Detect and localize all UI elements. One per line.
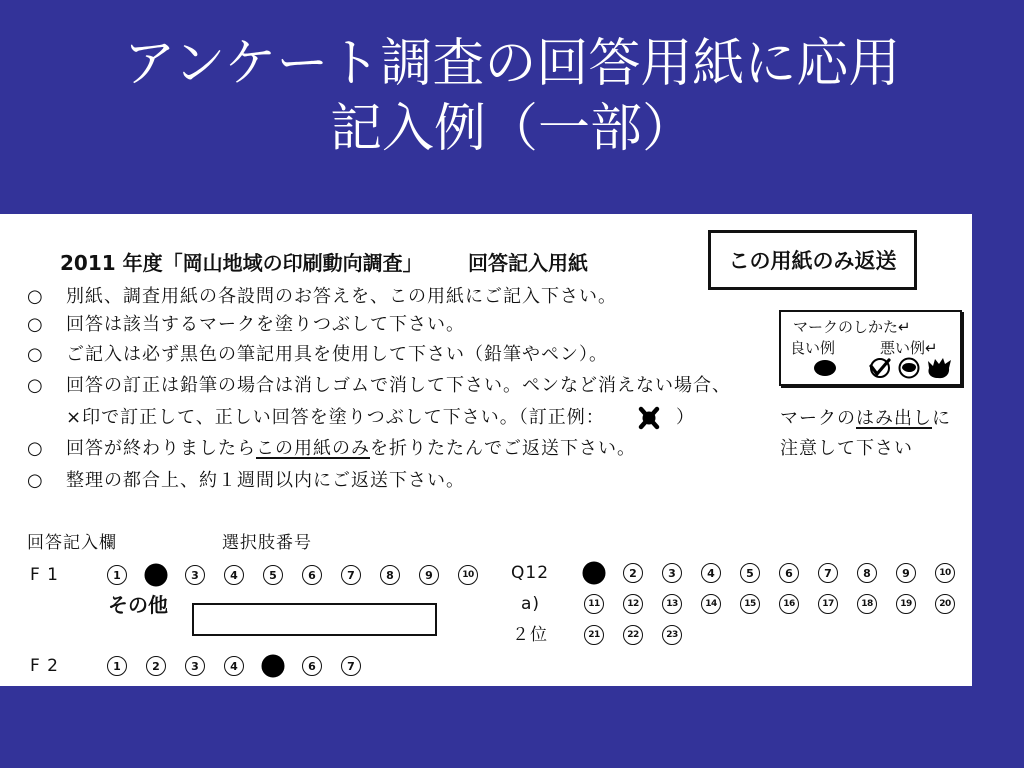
survey-title: 2011 年度「岡山地域の印刷動向調査」 xyxy=(60,251,423,275)
marking-guide xyxy=(779,310,962,386)
bullet-icon: ○ xyxy=(27,470,43,491)
option-bubble-7: 7 xyxy=(341,656,361,676)
option-bubble-22: 22 xyxy=(623,625,643,645)
q12-a-label: a) xyxy=(521,594,541,614)
return-notice: この用紙のみ返送 xyxy=(728,249,897,273)
answer-sheet-scan xyxy=(0,214,972,686)
option-bubble-20: 20 xyxy=(935,594,955,614)
instruction-5 xyxy=(66,437,636,461)
option-bubble-3: 3 xyxy=(185,565,205,585)
option-bubble-9: 9 xyxy=(419,565,439,585)
filled-bubble xyxy=(583,562,606,585)
option-bubble-14: 14 xyxy=(701,594,721,614)
overflow-note-underlined: はみ出し xyxy=(856,408,932,429)
q12-bubbles xyxy=(584,563,955,583)
f2-label: F 2 xyxy=(30,656,59,676)
option-bubble-11: 11 xyxy=(584,594,604,614)
f2-bubbles xyxy=(107,656,361,676)
q12-a-bubbles xyxy=(584,594,955,614)
incomplete-fill-mark-icon xyxy=(896,357,922,379)
slide-title-line-2: 記入例（一部） xyxy=(329,99,694,159)
option-bubble-5: 5 xyxy=(740,563,760,583)
option-bubble-23: 23 xyxy=(662,625,682,645)
filled-bubble xyxy=(262,655,285,678)
f1-label: F 1 xyxy=(30,565,59,585)
answer-section-label: 回答記入欄 xyxy=(27,533,117,553)
bullet-icon: ○ xyxy=(27,375,43,396)
instruction-3: ご記入は必ず黒色の筆記用具を使用して下さい（鉛筆やペン）。 xyxy=(66,344,608,365)
option-bubble-12: 12 xyxy=(623,594,643,614)
overflow-note-line-2: 注意して下さい xyxy=(780,438,913,459)
option-bubble-10: 10 xyxy=(935,563,955,583)
option-bubble-6: 6 xyxy=(302,656,322,676)
overflow-note-after: に xyxy=(932,408,951,429)
overflow-note-before: マークの xyxy=(780,408,856,429)
option-bubble-15: 15 xyxy=(740,594,760,614)
option-bubble-1: 1 xyxy=(107,656,127,676)
option-bubble-21: 21 xyxy=(584,625,604,645)
bullet-icon: ○ xyxy=(27,286,43,307)
f1-bubbles xyxy=(107,565,478,585)
options-label: 選択肢番号 xyxy=(222,533,312,553)
option-bubble-18: 18 xyxy=(857,594,877,614)
q12-label: Q12 xyxy=(511,563,550,583)
filled-oval-icon xyxy=(813,359,837,377)
option-bubble-2: 2 xyxy=(623,563,643,583)
option-bubble-13: 13 xyxy=(662,594,682,614)
option-bubble-7: 7 xyxy=(341,565,361,585)
option-bubble-10: 10 xyxy=(458,565,478,585)
option-bubble-16: 16 xyxy=(779,594,799,614)
option-bubble-7: 7 xyxy=(818,563,838,583)
option-bubble-8: 8 xyxy=(857,563,877,583)
option-bubble-8: 8 xyxy=(380,565,400,585)
instruction-1: 別紙、調査用紙の各設問のお答えを、この用紙にご記入下さい。 xyxy=(66,286,617,307)
instruction-6: 整理の都合上、約１週間以内にご返送下さい。 xyxy=(66,470,465,491)
bullet-icon: ○ xyxy=(27,438,43,459)
bullet-icon: ○ xyxy=(27,344,43,365)
instruction-5-before: 回答が終わりましたら xyxy=(66,438,256,459)
option-bubble-3: 3 xyxy=(662,563,682,583)
option-bubble-6: 6 xyxy=(779,563,799,583)
option-bubble-9: 9 xyxy=(896,563,916,583)
partial-check-mark-icon xyxy=(867,357,893,379)
instruction-5-after: を折りたたんでご返送下さい。 xyxy=(370,438,636,459)
instruction-4: 回答の訂正は鉛筆の場合は消しゴムで消して下さい。ペンなど消えない場合、 xyxy=(66,375,731,396)
option-bubble-2: 2 xyxy=(146,656,166,676)
option-bubble-4: 4 xyxy=(224,565,244,585)
option-bubble-3: 3 xyxy=(185,656,205,676)
sheet-label: 回答記入用紙 xyxy=(468,251,588,275)
overflow-note xyxy=(780,407,951,431)
marking-guide-title: マークのしかた↵ xyxy=(793,318,911,336)
instruction-4-continuation: ×印で訂正して、正しい回答を塗りつぶして下さい。（訂正例： xyxy=(66,407,605,428)
crossed-out-mark-icon xyxy=(636,405,662,431)
return-notice-box xyxy=(708,230,917,290)
other-label: その他 xyxy=(108,593,168,617)
option-bubble-19: 19 xyxy=(896,594,916,614)
slide-title-line-1: アンケート調査の回答用紙に応用 xyxy=(123,34,901,94)
option-bubble-5: 5 xyxy=(263,565,283,585)
q12-second-bubbles xyxy=(584,625,682,645)
bullet-icon: ○ xyxy=(27,314,43,335)
instruction-5-underlined: この用紙のみ xyxy=(256,438,370,459)
overflowing-fill-mark-icon xyxy=(925,356,953,380)
slide-title xyxy=(0,32,1024,162)
option-bubble-17: 17 xyxy=(818,594,838,614)
option-bubble-4: 4 xyxy=(701,563,721,583)
bad-example-label: 悪い例↵ xyxy=(880,339,938,357)
other-text-field xyxy=(192,603,437,636)
option-bubble-4: 4 xyxy=(224,656,244,676)
instruction-2: 回答は該当するマークを塗りつぶして下さい。 xyxy=(66,314,465,335)
q12-second-label: ２位 xyxy=(512,625,548,645)
good-example-label: 良い例 xyxy=(790,339,836,357)
option-bubble-6: 6 xyxy=(302,565,322,585)
correction-example-close: ） xyxy=(676,407,695,428)
filled-bubble xyxy=(145,564,168,587)
option-bubble-1: 1 xyxy=(107,565,127,585)
